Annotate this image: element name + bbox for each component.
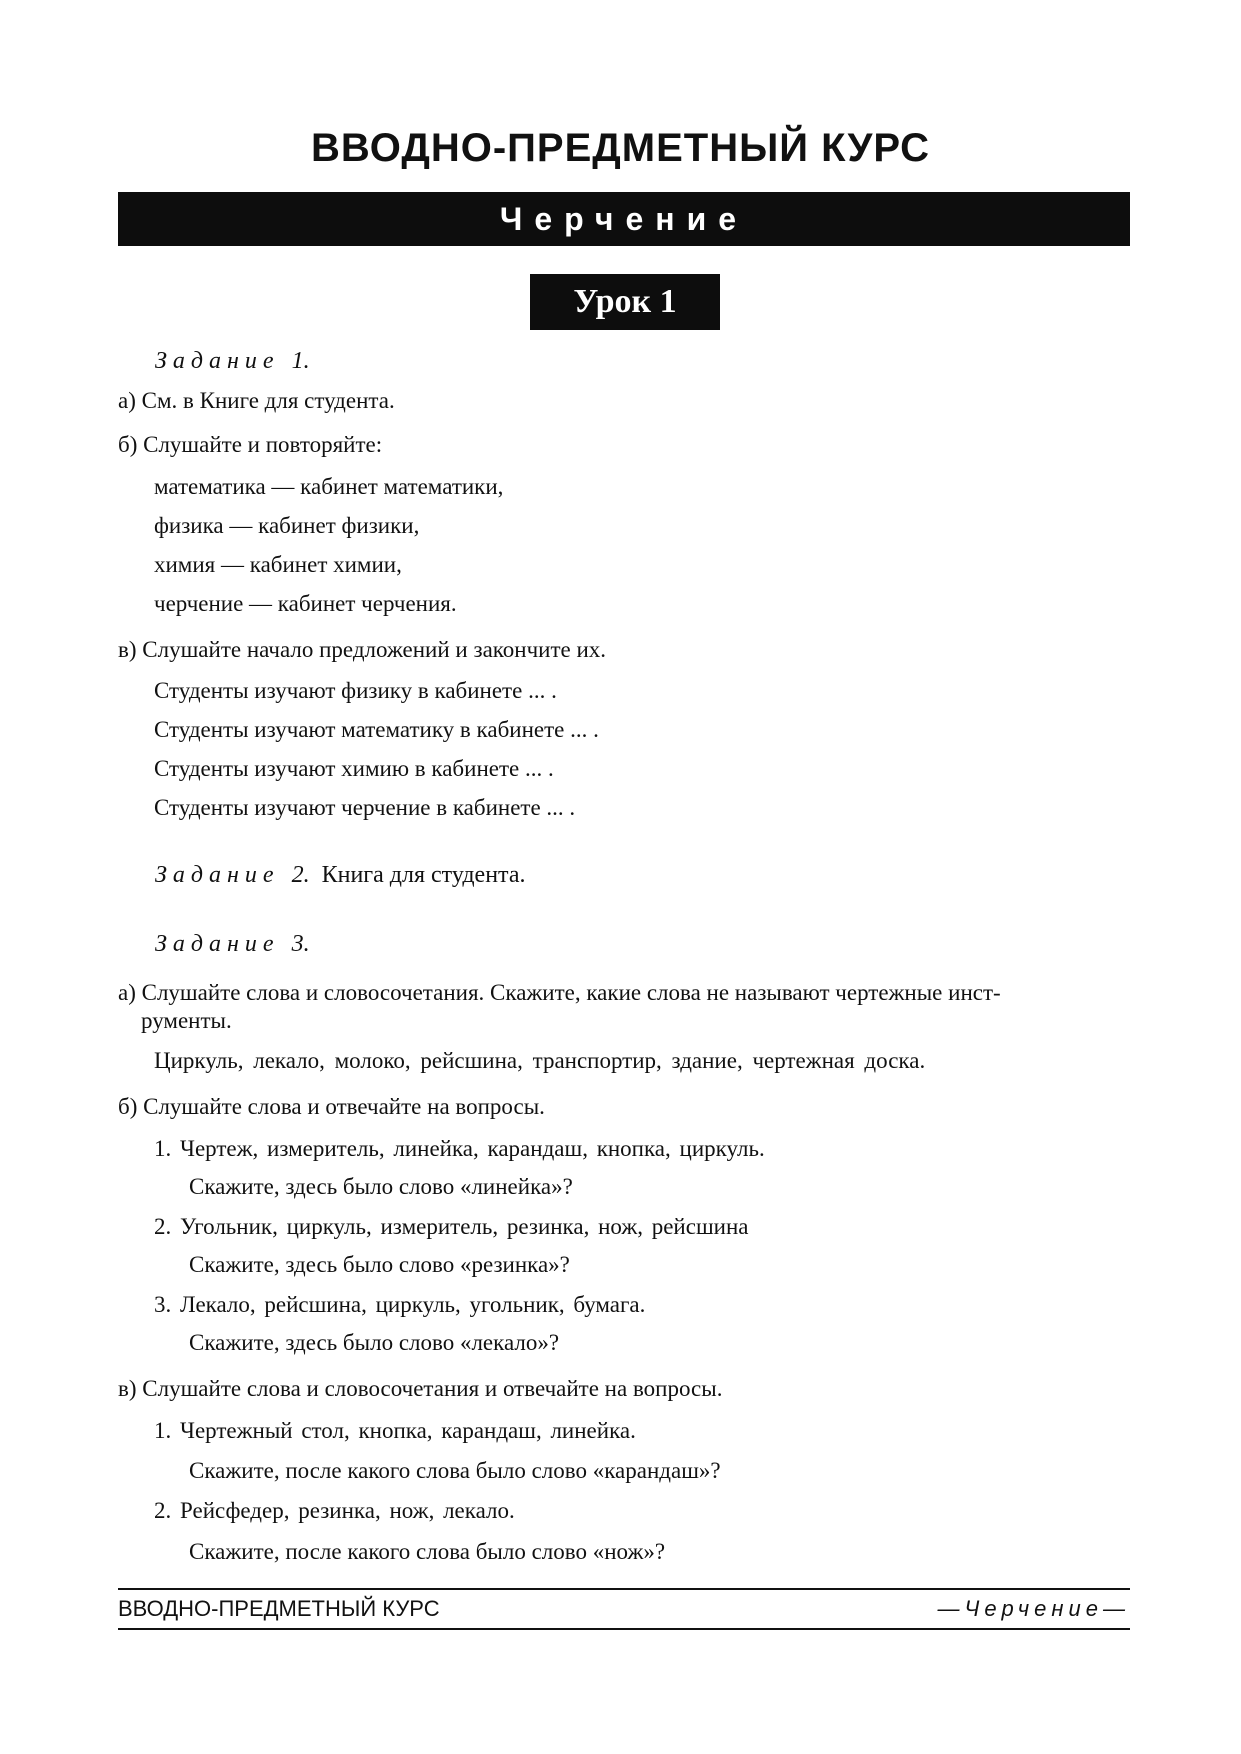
task1-b-word: химия — кабинет химии, (154, 552, 402, 577)
task1-b-word: математика — кабинет математики, (154, 474, 504, 499)
task1-heading-label: Задание (155, 348, 280, 374)
task3-a-words: Циркуль, лекало, молоко, рейсшина, транспортир, здание, чертежная доска. (154, 1048, 926, 1073)
task3-b-list-item: 3. Лекало, рейсшина, циркуль, угольник, бумага. (154, 1292, 646, 1317)
task1-item-b: б) Слушайте и повторяйте: (118, 432, 383, 457)
task1-c-sentence: Студенты изучают химию в кабинете ... . (154, 756, 554, 781)
task3-heading-label: Задание (155, 931, 280, 957)
task1-c-sentence: Студенты изучают математику в кабинете ... . (154, 717, 599, 742)
footer-bottom-rule (118, 1628, 1130, 1630)
task3-item-a: а) Слушайте слова и словосочетания. Скажите, какие слова не называют чертежные инст- (118, 980, 1001, 1005)
task3-heading (155, 929, 310, 959)
task2-text: Книга для студента. (321, 862, 526, 888)
task3-b-list-item: 1. Чертеж, измеритель, линейка, карандаш, кнопка, циркуль. (154, 1136, 765, 1161)
task1-heading (155, 346, 310, 376)
task3-c-question: Скажите, после какого слова было слово «нож»? (189, 1539, 666, 1564)
task3-b-question: Скажите, здесь было слово «лекало»? (189, 1330, 560, 1355)
task3-item-b: б) Слушайте слова и отвечайте на вопросы. (118, 1094, 545, 1119)
footer-top-rule (118, 1588, 1130, 1590)
task1-b-word: черчение — кабинет черчения. (154, 591, 457, 616)
task1-c-sentence: Студенты изучают черчение в кабинете ... . (154, 795, 576, 820)
task3-item-a-cont: рументы. (141, 1008, 232, 1033)
task3-b-question: Скажите, здесь было слово «линейка»? (189, 1174, 573, 1199)
subject-banner: Черчение (118, 192, 1130, 246)
task3-b-question: Скажите, здесь было слово «резинка»? (189, 1252, 570, 1277)
task3-c-list-item: 2. Рейсфедер, резинка, нож, лекало. (154, 1498, 515, 1523)
task1-item-c: в) Слушайте начало предложений и закончите их. (118, 637, 607, 662)
task2-heading (155, 860, 525, 890)
task1-b-word: физика — кабинет физики, (154, 513, 420, 538)
task2-number: 2. (291, 862, 310, 888)
task3-number: 3. (291, 931, 310, 957)
course-title: ВВОДНО-ПРЕДМЕТНЫЙ КУРС (311, 126, 930, 170)
footer-course-title: ВВОДНО-ПРЕДМЕТНЫЙ КУРС (118, 1596, 440, 1621)
task1-number: 1. (291, 348, 310, 374)
task2-heading-label: Задание (155, 862, 280, 888)
lesson-badge: Урок 1 (530, 274, 720, 330)
task3-b-list-item: 2. Угольник, циркуль, измеритель, резинка, нож, рейсшина (154, 1214, 749, 1239)
task1-c-sentence: Студенты изучают физику в кабинете ... . (154, 678, 557, 703)
task3-c-list-item: 1. Чертежный стол, кнопка, карандаш, линейка. (154, 1418, 636, 1443)
task1-item-a: а) См. в Книге для студента. (118, 388, 395, 413)
task3-c-question: Скажите, после какого слова было слово «карандаш»? (189, 1458, 721, 1483)
task3-item-c: в) Слушайте слова и словосочетания и отвечайте на вопросы. (118, 1376, 723, 1401)
footer-subject: —Черчение— (937, 1596, 1130, 1621)
